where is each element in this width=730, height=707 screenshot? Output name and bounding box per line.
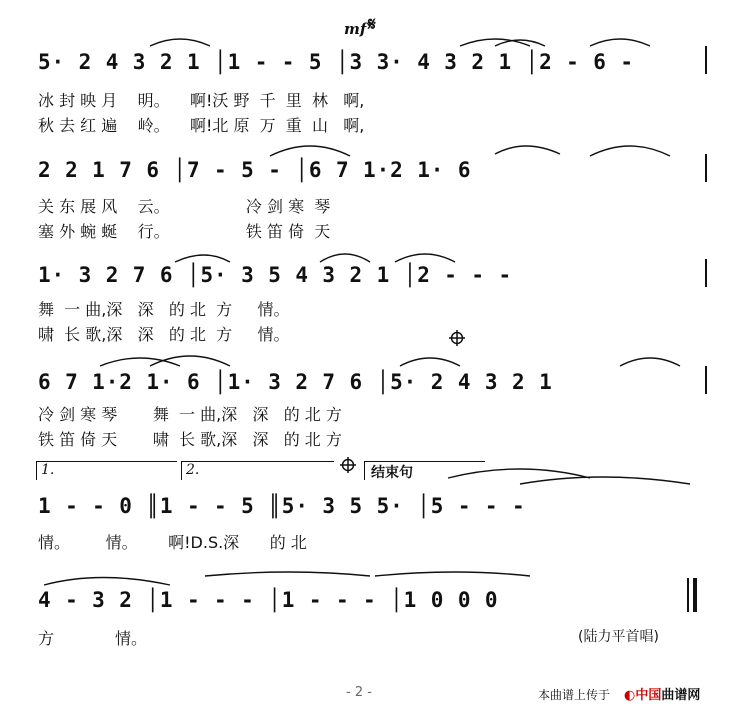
volta-2-label: 2. xyxy=(186,462,200,478)
notes-row-1: 5· 2 4 3 2 1 │1 - - 5 │3 3· 4 3 2 1 │2 - 6 - xyxy=(38,50,634,74)
lyrics-row-4-verse-2: 铁 笛 倚 天 啸 长 歌,深 深 的 北 方 xyxy=(38,430,342,449)
lyrics-row-4-verse-1: 冷 剑 寒 琴 舞 一 曲,深 深 的 北 方 xyxy=(38,405,342,424)
notes-row-4: 6 7 1·2 1· 6 │1· 3 2 7 6 │5· 2 4 3 2 1 xyxy=(38,370,553,394)
lyrics-row-2-verse-2: 塞 外 蜿 蜒 行。 铁 笛 倚 天 xyxy=(38,222,331,241)
dynamics-mark: mf xyxy=(344,20,367,38)
lyrics-row-5: 情。 情。 啊!D.S.深 的 北 xyxy=(38,533,307,552)
notes-row-2: 2 2 1 7 6 │7 - 5 - │6 7 1·2 1· 6 xyxy=(38,158,472,182)
site-logo-icon: ◐ xyxy=(624,688,636,703)
footer-upload-text: 本曲谱上传于 xyxy=(538,688,611,702)
volta-1-label: 1. xyxy=(41,462,55,478)
lyrics-row-3-verse-2: 啸 长 歌,深 深 的 北 方 情。 xyxy=(38,325,290,344)
lyrics-row-6: 方 情。 xyxy=(38,629,148,648)
performer-credit: (陆力平首唱) xyxy=(578,629,659,645)
lyrics-row-2-verse-1: 关 东 展 风 云。 冷 剑 寒 琴 xyxy=(38,197,331,216)
notes-row-3: 1· 3 2 7 6 │5· 3 5 4 3 2 1 │2 - - - xyxy=(38,263,513,287)
notes-row-6: 4 - 3 2 │1 - - - │1 - - - │1 0 0 0 xyxy=(38,588,499,612)
lyrics-row-3-verse-1: 舞 一 曲,深 深 的 北 方 情。 xyxy=(38,300,290,319)
site-name-red: 中国 xyxy=(635,688,662,703)
ending-label: 结束句 xyxy=(371,465,413,481)
notes-row-5: 1 - - 0 ║1 - - 5 ║5· 3 5 5· │5 - - - xyxy=(38,494,526,518)
lyrics-row-1-verse-2: 秋 去 红 遍 岭。 啊!北 原 万 重 山 啊, xyxy=(38,116,365,135)
page-number: - 2 - xyxy=(346,685,372,700)
lyrics-row-1-verse-1: 冰 封 映 月 明。 啊!沃 野 千 里 林 啊, xyxy=(38,91,365,110)
segno-icon: 𝄋 xyxy=(368,14,376,35)
site-name-black: 曲谱网 xyxy=(661,688,701,703)
